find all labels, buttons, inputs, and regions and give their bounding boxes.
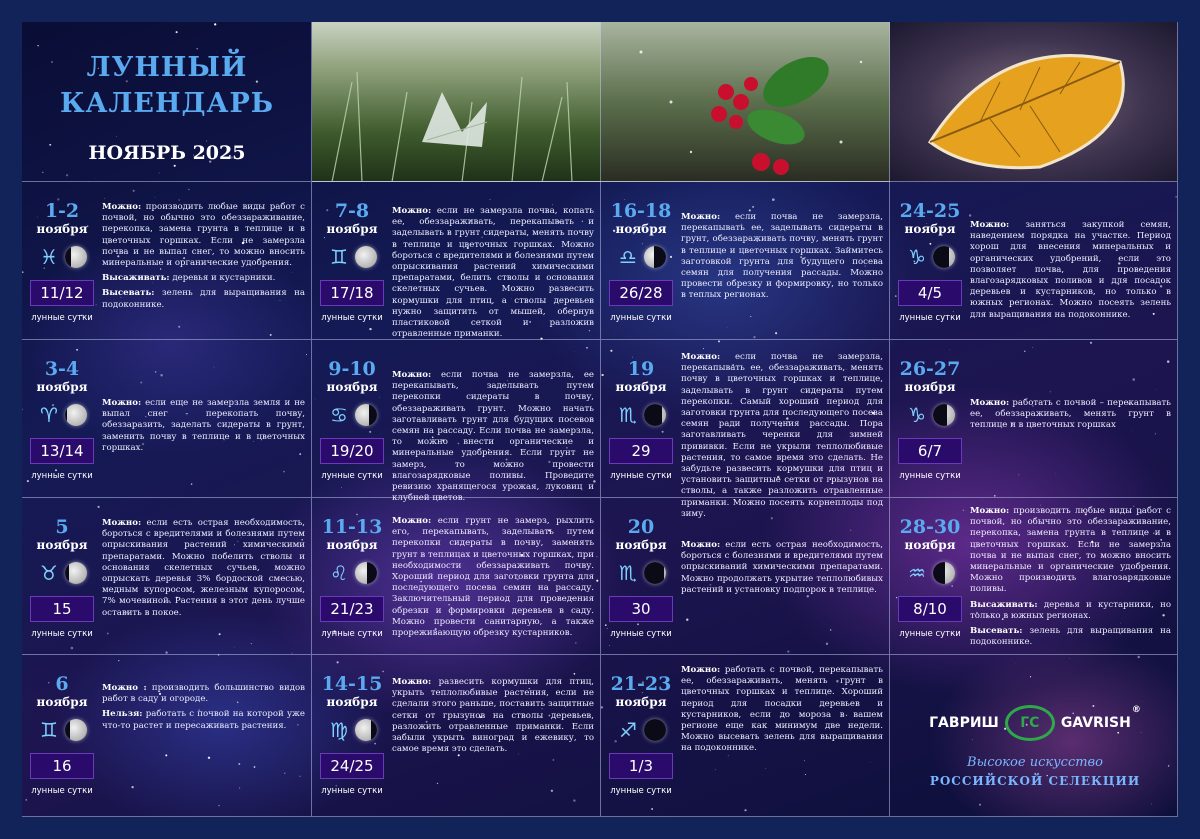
moon-phase-icon xyxy=(933,404,955,426)
month-word: ноября xyxy=(326,695,378,709)
can-text: развесить кормушки для птиц, укрыть теплолюбивые растения, если не сделали этого раньше, поставить защитные сетки от грызунов на стволы деревьев, разложить отравленные приманки. Если забыли укрыть виноград и ежевику, то самое время это сделать. xyxy=(392,677,595,755)
month-title: НОЯБРЬ 2025 xyxy=(88,142,246,164)
date-column xyxy=(22,182,102,323)
scorpio-icon xyxy=(616,403,640,427)
gemini-icon xyxy=(327,245,351,269)
day-cell xyxy=(22,182,312,340)
sagittarius-icon xyxy=(616,718,640,742)
lunar-day-badge: 30 xyxy=(609,596,673,622)
date-column xyxy=(22,498,102,639)
advice-text xyxy=(102,202,305,315)
gavrish-logo xyxy=(890,705,1178,741)
month-word: ноября xyxy=(615,222,667,236)
capricorn-icon xyxy=(905,245,929,269)
lunar-day-label: лунные сутки xyxy=(321,786,383,796)
lunar-day-label: лунные сутки xyxy=(321,629,383,639)
title-cell xyxy=(22,22,312,182)
month-word: ноября xyxy=(326,380,378,394)
month-word: ноября xyxy=(36,538,88,552)
days-range: 7-8 xyxy=(334,200,370,222)
date-column xyxy=(312,655,392,796)
lunar-day-label: лунные сутки xyxy=(610,629,672,639)
can-label: Можно: xyxy=(681,540,721,550)
date-column xyxy=(312,498,392,639)
lunar-day-badge: 24/25 xyxy=(320,753,384,779)
svg-text:♉: ♉ xyxy=(40,561,58,585)
can-label: Можно: xyxy=(392,370,432,380)
days-range: 11-13 xyxy=(321,516,383,538)
month-word: ноября xyxy=(326,222,378,236)
days-range: 3-4 xyxy=(44,358,80,380)
month-word: ноября xyxy=(36,222,88,236)
aquarius-icon xyxy=(905,561,929,585)
can-label: Можно: xyxy=(102,518,142,528)
advice-text xyxy=(681,665,883,759)
date-column xyxy=(22,655,102,796)
moon-phase-icon xyxy=(644,719,666,741)
can-text: если не замерзла почва, копать ее, обеззараживать, перекапывать и заделывать в грунт сидераты, менять почву в теплице и цветочных горшках. Можно бороться с вредителями и болезнями путем опрыскивания растений химическими препаратами, белить стволы и основания скелетных сучьев. Можно развесить кормушки для птиц, а стволы деревьев нужно защитить от мышей, обернув пластиковой сеткой и разложив отравленные приманки. xyxy=(392,206,594,340)
virgo-icon xyxy=(327,718,351,742)
moon-phase-icon xyxy=(644,562,666,584)
month-word: ноября xyxy=(326,538,378,552)
svg-text:♏: ♏ xyxy=(619,403,637,427)
advice-text xyxy=(102,683,305,736)
moon-phase-icon xyxy=(65,246,87,268)
moon-phase-icon xyxy=(644,246,666,268)
photo-red-berries xyxy=(601,22,890,182)
lunar-day-badge: 21/23 xyxy=(320,596,384,622)
month-word: ноября xyxy=(36,380,88,394)
can-label: Можно: xyxy=(392,677,432,687)
can-label: Можно: xyxy=(970,398,1010,408)
advice-text xyxy=(681,540,883,600)
lunar-day-badge: 1/3 xyxy=(609,753,673,779)
second-text: работать с почвой на которой уже что-то растет и пересаживать растения. xyxy=(102,709,305,731)
moon-phase-icon xyxy=(65,562,87,584)
can-text: если грунт не замерз, рыхлить его, перекапывать, заделывать путем перекопки сидераты в почву, заменять грунт в теплицах и цветочных горшках, при необходимости обеззараживать почву. Хороший период для заготовки грунта для последующего посева семян на рассаду. Заключительный период для проведения обрезки и формировки деревьев в саду. Можно провести санитарную, а также прореживающую обрезку кустарников. xyxy=(392,516,594,639)
lunar-day-label: лунные сутки xyxy=(610,786,672,796)
can-text: если почва не замерзла, ее перекапывать, заделывать путем перекопки сидераты в почву, обеззараживать грунт. Можно начать заготавливать грунт для будущих посевов семян на рассаду. Если почва не замерзла, то можно внести органические и минеральные удобрения. Если грунт не замерз, то можно провести влагозарядковые поливы. Проведите ревизию хранящегося урожая, луковиц и клубней цветов. xyxy=(392,370,594,504)
day-cell xyxy=(890,182,1178,340)
lunar-day-label: лунные сутки xyxy=(321,313,383,323)
can-text: работать с почвой – перекапывать ее, обеззараживать, менять грунт в теплице и в цветочных горшках xyxy=(970,398,1171,431)
month-word: ноября xyxy=(904,538,956,552)
photo-frosted-leaf xyxy=(890,22,1178,182)
leo-icon xyxy=(327,561,351,585)
second-text: деревья и кустарники. xyxy=(172,273,276,284)
moon-phase-icon xyxy=(355,246,377,268)
can-label: Можно: xyxy=(392,206,432,216)
can-label: Можно: xyxy=(681,212,721,222)
can-text: заняться закупкой семян, наведением порядка на участке. Период хорош для внесения минеральных и органических удобрений, если это позволяет почва, для проведения влагозарядковых поливов и для посадок деревьев и кустарников, но только в южных регионах. Можно посеять зелень для выращивания на подоконнике. xyxy=(970,220,1172,320)
logo-text-en: GAVRISH xyxy=(1060,715,1131,731)
aries-icon xyxy=(37,403,61,427)
logo-text-ru: ГАВРИШ xyxy=(929,715,999,731)
svg-text:♑: ♑ xyxy=(908,245,926,269)
third-text: зелень для выращивания на подоконнике. xyxy=(102,288,305,310)
moon-phase-icon xyxy=(65,404,87,426)
second-text: деревья и кустарники, но только в южных регионах. xyxy=(970,599,1172,621)
month-word: ноября xyxy=(615,380,667,394)
lunar-day-label: лунные сутки xyxy=(899,629,961,639)
libra-icon xyxy=(616,245,640,269)
advice-text xyxy=(392,516,594,643)
lunar-day-label: лунные сутки xyxy=(31,786,93,796)
days-range: 1-2 xyxy=(44,200,80,222)
can-text: производить любые виды работ с почвой, но обычно это обеззараживание, перекопка, замена грунта в теплице и в цветочных горшках. Если не замерзла почва и не выпал снег, то можно вносить минеральные и органические удобрения. Можно производить влагозарядковые поливы. xyxy=(970,506,1171,595)
gemini-icon xyxy=(37,718,61,742)
month-word: ноября xyxy=(615,695,667,709)
logo-registered: ® xyxy=(1131,705,1141,715)
date-column xyxy=(890,340,970,481)
lunar-day-badge: 19/20 xyxy=(320,438,384,464)
advice-text xyxy=(392,206,594,344)
days-range: 5 xyxy=(55,516,69,538)
advice-text xyxy=(681,212,883,306)
second-label: Высаживать: xyxy=(102,273,170,284)
days-range: 26-27 xyxy=(899,358,961,380)
day-cell xyxy=(312,498,601,655)
can-text: если почва не замерзла, перекапывать ее, обеззараживать, менять почву в цветочных горшках и теплице, заделывать в грунт сидераты путем перекопки. Самый хороший период для заготовки грунта для последующего посева семян ради получения рассады. Пора заготавливать черенки для зимней прививки. Если не укрыли теплолюбивые растения, то самое время это сделать. Не забудьте развесить кормушки для птиц и установить защитные сетки от грызунов на стволы, а также разложить отравленные приманки. Можно посеять корнеплоды под зиму. xyxy=(681,352,883,519)
can-label: Можно: xyxy=(681,665,721,675)
day-cell xyxy=(22,655,312,817)
lunar-day-label: лунные сутки xyxy=(610,471,672,481)
can-label: Можно: xyxy=(102,202,142,212)
day-cell xyxy=(22,340,312,498)
can-text: если есть острая необходимость, бороться с вредителями и болезнями путем опрыскивания растений химическими препаратами. Можно побелить стволы и основания скелетных сучьев, можно опрыскать деревья 3% бордоской смесью, медным купоросом, железным купоросом, 7% мочевиной. Растения в этот день лучше оставить в покое. xyxy=(102,518,306,618)
date-column xyxy=(601,498,681,639)
date-column xyxy=(890,182,970,323)
svg-text:♋: ♋ xyxy=(330,403,348,427)
day-cell xyxy=(312,182,601,340)
advice-text xyxy=(102,518,305,623)
can-label: Можно: xyxy=(102,398,142,408)
lunar-day-label: лунные сутки xyxy=(899,313,961,323)
taurus-icon xyxy=(37,561,61,585)
logo-mark: ГС xyxy=(1005,705,1055,741)
date-column xyxy=(312,340,392,481)
month-word: ноября xyxy=(36,695,88,709)
days-range: 28-30 xyxy=(899,516,961,538)
svg-text:♒: ♒ xyxy=(908,561,926,585)
can-text: если есть острая необходимость, бороться с болезнями и вредителями путем опрыскиваний химическими препаратами. Можно продолжать укрытие теплолюбивых растений и установку подпорок в теплице. xyxy=(681,540,884,595)
lunar-day-badge: 8/10 xyxy=(898,596,962,622)
third-text: зелень для выращивания на подоконнике. xyxy=(970,626,1171,648)
svg-text:♈: ♈ xyxy=(40,403,58,427)
third-label: Высевать: xyxy=(970,626,1023,637)
lunar-day-label: лунные сутки xyxy=(31,471,93,481)
lunar-day-badge: 15 xyxy=(30,596,94,622)
moon-phase-icon xyxy=(644,404,666,426)
lunar-day-badge: 16 xyxy=(30,753,94,779)
month-word: ноября xyxy=(615,538,667,552)
days-range: 16-18 xyxy=(610,200,672,222)
svg-text:♊: ♊ xyxy=(330,245,348,269)
month-word: ноября xyxy=(904,380,956,394)
day-cell xyxy=(890,340,1178,498)
day-cell xyxy=(22,498,312,655)
moon-phase-icon xyxy=(355,404,377,426)
photo-frosted-grass xyxy=(312,22,601,182)
moon-phase-icon xyxy=(355,562,377,584)
lunar-day-label: лунные сутки xyxy=(31,629,93,639)
can-label: Можно : xyxy=(102,683,147,693)
third-label: Высевать: xyxy=(102,288,155,299)
date-column xyxy=(22,340,102,481)
days-range: 6 xyxy=(55,673,69,695)
advice-text xyxy=(970,220,1171,325)
moon-phase-icon xyxy=(933,562,955,584)
lunar-day-label: лунные сутки xyxy=(899,471,961,481)
lunar-day-badge: 26/28 xyxy=(609,280,673,306)
lunar-day-badge: 11/12 xyxy=(30,280,94,306)
lunar-day-badge: 13/14 xyxy=(30,438,94,464)
can-text: работать с почвой, перекапывать ее, обеззараживать, менять грунт в цветочных горшках и теплице. Хороший период для посадки деревьев и кустарников, если до мороза в вашем регионе еще как минимум две недели. Можно высевать зелень для выращивания на подоконнике. xyxy=(681,665,883,754)
day-cell xyxy=(890,498,1178,655)
second-label: Высаживать: xyxy=(970,599,1038,610)
day-cell xyxy=(312,340,601,504)
pisces-icon xyxy=(37,245,61,269)
moon-phase-icon xyxy=(933,246,955,268)
svg-text:♑: ♑ xyxy=(908,403,926,427)
advice-text xyxy=(970,398,1171,436)
date-column xyxy=(890,498,970,639)
cancer-icon xyxy=(327,403,351,427)
advice-text xyxy=(970,506,1171,652)
days-range: 21-23 xyxy=(610,673,672,695)
days-range: 19 xyxy=(627,358,655,380)
can-label: Можно: xyxy=(681,352,721,362)
days-range: 9-10 xyxy=(328,358,376,380)
moon-phase-icon xyxy=(355,719,377,741)
can-text: если еще не замерзла земля и не выпал снег - перекопать почву, обеззаразить, заделать сидераты в грунт, заменить почву в теплице и в цветочных горшках. xyxy=(102,398,306,453)
svg-text:♊: ♊ xyxy=(40,718,58,742)
advice-text xyxy=(102,398,305,458)
date-column xyxy=(312,182,392,323)
second-label: Нельзя: xyxy=(102,709,143,720)
lunar-day-badge: 6/7 xyxy=(898,438,962,464)
lunar-day-label: лунные сутки xyxy=(31,313,93,323)
month-word: ноября xyxy=(904,222,956,236)
day-cell xyxy=(312,655,601,817)
svg-text:♏: ♏ xyxy=(619,561,637,585)
lunar-day-badge: 17/18 xyxy=(320,280,384,306)
svg-text:♓: ♓ xyxy=(40,245,58,269)
date-column xyxy=(601,655,681,796)
page-title: ЛУННЫЙ КАЛЕНДАРЬ xyxy=(59,52,275,119)
scorpio-icon xyxy=(616,561,640,585)
day-cell xyxy=(601,498,890,655)
date-column xyxy=(601,182,681,323)
lunar-day-label: лунные сутки xyxy=(321,471,383,481)
capricorn-icon xyxy=(905,403,929,427)
advice-text xyxy=(392,370,594,508)
can-label: Можно: xyxy=(970,220,1010,230)
can-text: если почва не замерзла, перекапывать ее, заделывать сидераты в грунт, обеззараживать почву, менять грунт в теплице и цветочных горшках. Займитесь заготовкой грунта для будущего посева семян для получения рассады. Можно провести обрезку и формировку, но только в теплых регионах. xyxy=(681,212,883,301)
days-range: 20 xyxy=(627,516,655,538)
days-range: 24-25 xyxy=(899,200,961,222)
can-label: Можно: xyxy=(970,506,1010,516)
day-cell xyxy=(601,182,890,340)
advice-text xyxy=(392,677,594,759)
logo-cell xyxy=(890,655,1178,817)
date-column xyxy=(601,340,681,481)
lunar-day-badge: 4/5 xyxy=(898,280,962,306)
logo-slogan-line1: Высокое искусство xyxy=(967,755,1103,770)
days-range: 14-15 xyxy=(321,673,383,695)
lunar-day-label: лунные сутки xyxy=(610,313,672,323)
day-cell xyxy=(601,340,890,519)
day-cell xyxy=(601,655,890,817)
lunar-day-badge: 29 xyxy=(609,438,673,464)
can-text: производить большинство видов работ в саду и огороде. xyxy=(102,683,306,705)
svg-text:♌: ♌ xyxy=(330,561,348,585)
calendar-board xyxy=(22,22,1178,817)
can-text: производить любые виды работ с почвой, но обычно это обеззараживание, перекопка, замена грунта в теплице и в цветочных горшках. Если не замерзла почва и не выпал снег, то можно вносить минеральные и органические удобрения. xyxy=(102,202,305,269)
svg-text:♐: ♐ xyxy=(619,718,637,742)
logo-slogan-line2: РОССИЙСКОЙ СЕЛЕКЦИИ xyxy=(929,774,1141,788)
svg-text:♎: ♎ xyxy=(619,245,637,269)
can-label: Можно: xyxy=(392,516,432,526)
svg-text:♍: ♍ xyxy=(330,718,348,742)
moon-phase-icon xyxy=(65,719,87,741)
